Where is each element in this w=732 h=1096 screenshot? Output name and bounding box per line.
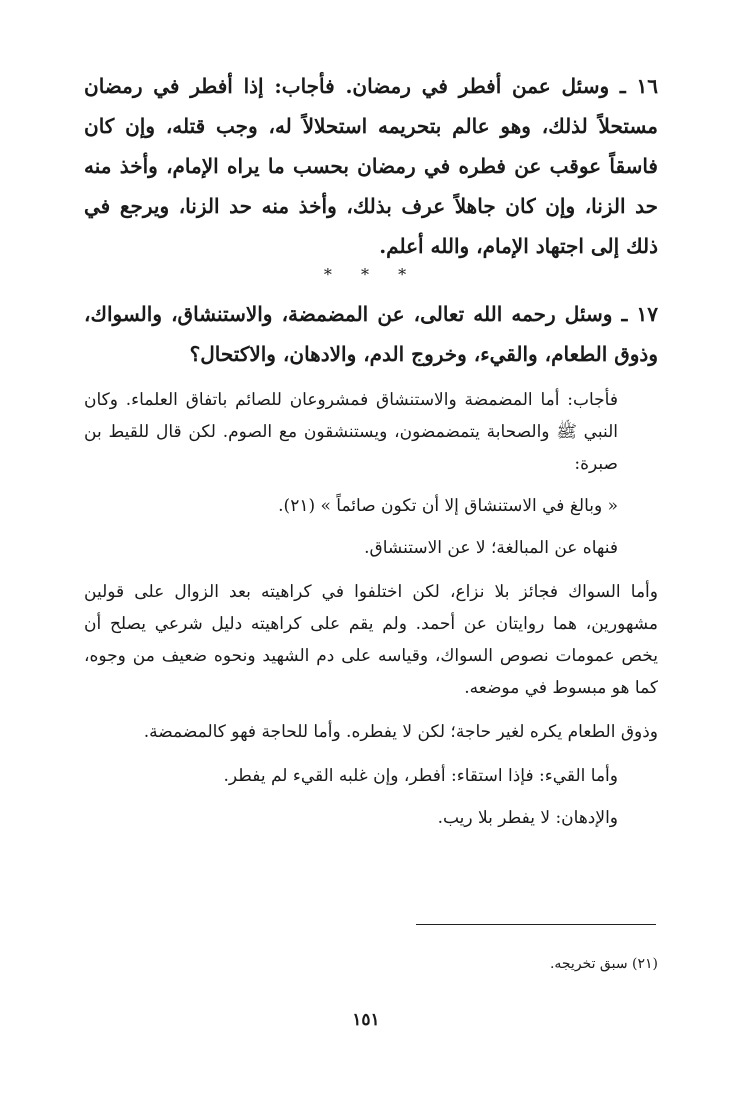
question-17: ١٧ ـ وسئل رحمه الله تعالى، عن المضمضة، والاستنشاق، والسواك، وذوق الطعام، والقيء، وخروج الدم، والادهان، والاكتحال؟ [84,302,658,366]
footnote-divider [416,924,656,925]
vomit-paragraph: وأما القيء: فإذا استقاء: أفطر، وإن غلبه القيء لم يفطر. [223,766,618,786]
footnote: (٢١) سبق تخريجه. [549,956,658,972]
siwak-paragraph: وأما السواك فجائز بلا نزاع، لكن اختلفوا في كراهيته بعد الزوال على قولين مشهورين، هما روايتان عن أحمد. ولم يقم على كراهيته دليل شرعي يصلح أن يخص عمومات نصوص السواك، وقياسه على دم الشهيد ونحوه ضعيف من وجوه، كما هو مبسوط في موضعه. [84,582,658,698]
prohibition-note: فنهاه عن المبالغة؛ لا عن الاستنشاق. [364,538,618,558]
hadith-quote: « وبالغ في الاستنشاق إلا أن تكون صائماً » (٢١). [278,496,618,516]
section-separator: * * * [323,265,419,284]
tasting-paragraph: وذوق الطعام يكره لغير حاجة؛ لكن لا يفطره. وأما للحاجة فهو كالمضمضة. [143,722,658,742]
page-body [84,66,658,834]
question-16: ١٦ ـ وسئل عمن أفطر في رمضان. فأجاب: إذا أفطر في رمضان مستحلاً لذلك، وهو عالم بتحريمه استحلالاً له، وجب قتله، وإن كان فاسقاً عوقب عن فطره في رمضان بحسب ما يراه الإمام، وأخذ منه حد الزنا، وإن كان جاهلاً عرف بذلك، وأخذ منه حد الزنا، ويرجع في ذلك إلى اجتهاد الإمام، والله أعلم. [84,74,658,258]
page-number: ١٥١ [352,1010,380,1030]
answer-intro: فأجاب: أما المضمضة والاستنشاق فمشروعان للصائم باتفاق العلماء. وكان النبي ﷺ والصحابة يتمضمضون، ويستنشقون مع الصوم. لكن قال للقيط بن صبرة: [84,390,618,474]
oiling-paragraph: والإدهان: لا يفطر بلا ريب. [437,808,618,828]
